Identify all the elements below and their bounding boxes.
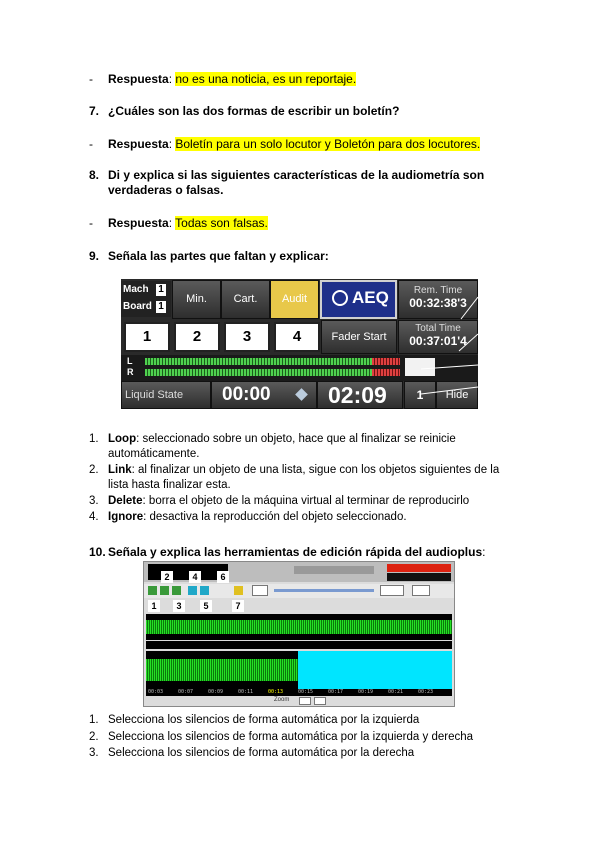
list-item <box>89 730 549 745</box>
question-7: ¿Cuáles son las dos formas de escribir un boletín? <box>108 104 400 118</box>
audit-button[interactable]: Audit <box>270 280 319 319</box>
list-item-number: 3. <box>89 747 99 759</box>
timeline-tick: 00:03 <box>148 689 164 695</box>
overview-ruler <box>146 641 452 649</box>
question-number: 8. <box>89 168 100 182</box>
list-item-text: Selecciona los silencios de forma automática por la izquierda y derecha <box>108 731 474 743</box>
zoom-out-button[interactable] <box>314 697 326 705</box>
list-item-number: 2. <box>89 464 99 476</box>
tool-icon[interactable] <box>148 586 157 595</box>
list-item-number: 1. <box>89 714 99 726</box>
total-time-value: 00:37:01'4 <box>409 334 467 348</box>
list-item <box>89 713 549 728</box>
list-item-rest: : desactiva la reproducción del objeto seleccionado. <box>143 511 407 523</box>
tool-label-7: 7 <box>232 600 244 612</box>
tool-label-3: 3 <box>173 600 185 612</box>
mach-number: 1 <box>156 284 166 296</box>
list-item-term: Link <box>108 464 132 476</box>
editor-title-field <box>294 566 374 574</box>
list-item-term: Loop <box>108 433 137 445</box>
remaining-time: 02:09 <box>328 382 387 408</box>
tool-label-4: 4 <box>189 571 201 583</box>
timeline-tick: 00:09 <box>208 689 224 695</box>
tool-icon[interactable] <box>234 586 243 595</box>
timeline-tick: 00:23 <box>418 689 434 695</box>
question-10-text: Señala y explica las herramientas de edición rápida del audioplus <box>108 545 483 559</box>
list-item-text <box>108 463 499 478</box>
timeline-tick: 00:13 <box>268 689 284 695</box>
answer-line <box>108 137 480 152</box>
min-button[interactable]: Min. <box>172 280 221 319</box>
list-item-number: 2. <box>89 731 99 743</box>
answer-label: Respuesta <box>108 72 169 86</box>
answer-sep: : <box>168 137 176 151</box>
editor-label-strip <box>148 564 228 580</box>
timeline-tick: 00:19 <box>358 689 374 695</box>
answer-label: Respuesta <box>108 137 169 151</box>
tool-field[interactable] <box>412 585 430 596</box>
tool-icon[interactable] <box>172 586 181 595</box>
timeline-tick: 00:07 <box>178 689 194 695</box>
question-9: Señala las partes que faltan y explicar: <box>108 249 329 263</box>
list-item-continuation: lista hasta finalizar esta. <box>108 479 231 491</box>
tool-field[interactable] <box>380 585 404 596</box>
list-item-rest: : al finalizar un objeto de una lista, sigue con los objetos siguientes de la <box>131 464 500 476</box>
tool-label-2: 2 <box>161 571 173 583</box>
main-waveform[interactable] <box>146 651 452 689</box>
key-1-button[interactable]: 1 <box>124 322 170 352</box>
total-time-label: Total Time <box>415 323 461 334</box>
list-item-text: Selecciona los silencios de forma automática por la izquierda <box>108 714 420 726</box>
list-item <box>89 746 549 761</box>
answer-sep: : <box>168 72 176 86</box>
cart-button[interactable]: Cart. <box>221 280 270 319</box>
key-3-button[interactable]: 3 <box>224 322 270 352</box>
tool-box[interactable] <box>252 585 268 596</box>
question-number: 9. <box>89 249 100 263</box>
rem-time-value: 00:32:38'3 <box>409 296 467 310</box>
list-item-number: 3. <box>89 495 99 507</box>
question-10-colon: : <box>482 545 486 559</box>
answer-highlight: no es una noticia, es un reportaje. <box>175 72 357 86</box>
tool-slider[interactable] <box>274 589 374 592</box>
rem-time-label: Rem. Time <box>413 285 463 296</box>
question-8-line1: Di y explica si las siguientes características de la audiometría son <box>108 168 485 182</box>
hide-button[interactable]: Hide <box>436 381 478 409</box>
board-label: Board <box>123 301 152 312</box>
timeline-tick: 00:21 <box>388 689 404 695</box>
list-item <box>89 510 549 525</box>
count-box: 1 <box>404 381 436 409</box>
answer-sep: : <box>168 216 176 230</box>
main-wave <box>146 659 307 681</box>
question-number: 7. <box>89 104 100 118</box>
meter-l-label: L <box>127 356 133 366</box>
dash-marker: - <box>89 137 93 151</box>
key-4-button[interactable]: 4 <box>274 322 320 352</box>
list-item-rest: : seleccionado sobre un objeto, hace que al finalizar se reinicie <box>136 433 456 445</box>
answer-line <box>108 72 356 87</box>
list-item-text <box>108 510 407 525</box>
editor-status-red <box>387 564 451 572</box>
list-item-text: Selecciona los silencios de forma automática por la derecha <box>108 747 415 759</box>
tool-label-6: 6 <box>217 571 229 583</box>
selection-region[interactable] <box>298 651 452 689</box>
question-8-line2: verdaderas o falsas. <box>108 183 224 197</box>
overview-waveform[interactable] <box>146 614 452 640</box>
elapsed-time: 00:00 <box>222 384 271 405</box>
answer-highlight: Todas son falsas. <box>175 216 268 230</box>
tool-icon[interactable] <box>188 586 197 595</box>
tool-icon[interactable] <box>160 586 169 595</box>
zoom-label: Zoom <box>274 697 290 703</box>
editor-toolbar <box>144 584 454 598</box>
tool-label-5: 5 <box>200 600 212 612</box>
audio-panel-image <box>121 279 478 409</box>
aeq-logo-text: AEQ <box>352 288 389 307</box>
zoom-in-button[interactable] <box>299 697 311 705</box>
timeline-ruler <box>146 689 452 696</box>
list-item-rest: : borra el objeto de la máquina virtual al terminar de reproducirlo <box>142 495 470 507</box>
list-item-term: Ignore <box>108 511 144 523</box>
answer-line <box>108 216 268 231</box>
tool-icon[interactable] <box>200 586 209 595</box>
audio-editor-image <box>143 561 455 707</box>
liquid-state-label: Liquid State <box>121 381 211 409</box>
dash-marker: - <box>89 72 93 86</box>
list-item <box>89 432 549 462</box>
list-item-number: 1. <box>89 433 99 445</box>
editor-status-counter <box>387 573 451 581</box>
callout-lines <box>121 279 478 409</box>
key-2-button[interactable]: 2 <box>174 322 220 352</box>
list-item <box>89 463 549 493</box>
timeline-tick: 00:15 <box>298 689 314 695</box>
tool-label-1: 1 <box>148 600 160 612</box>
question-10 <box>108 545 485 560</box>
list-item-text <box>108 432 456 447</box>
list-item <box>89 494 549 509</box>
list-item-number: 4. <box>89 511 99 523</box>
question-number: 10. <box>89 545 106 559</box>
dash-marker: - <box>89 216 93 230</box>
list-item-term: Delete <box>108 495 143 507</box>
mach-label: Mach <box>123 284 149 295</box>
meter-r-label: R <box>127 367 134 377</box>
timeline-tick: 00:17 <box>328 689 344 695</box>
answer-highlight: Boletín para un solo locutor y Boletón para dos locutores. <box>175 137 481 151</box>
overview-wave <box>146 620 452 634</box>
answer-label: Respuesta <box>108 216 169 230</box>
list-item-continuation: automáticamente. <box>108 448 200 460</box>
fader-start-button[interactable]: Fader Start <box>321 320 397 354</box>
timeline-tick: 00:11 <box>238 689 254 695</box>
list-item-text <box>108 494 469 509</box>
board-number: 1 <box>156 301 166 313</box>
